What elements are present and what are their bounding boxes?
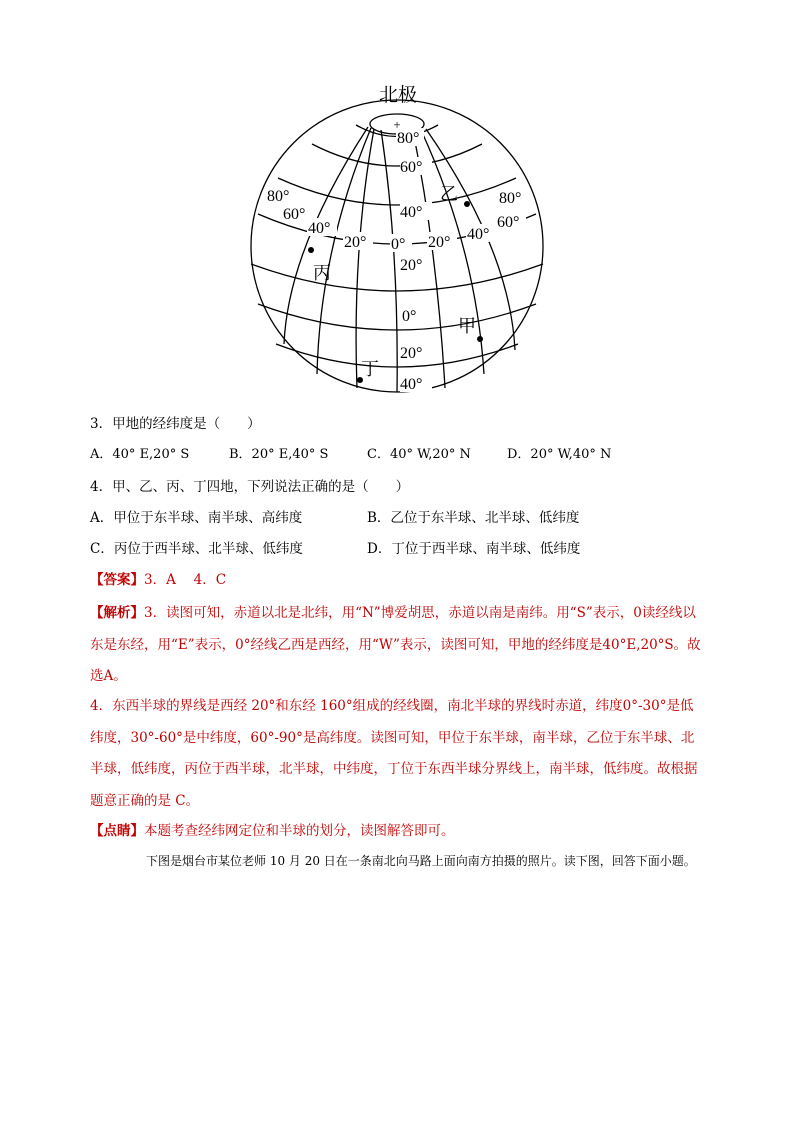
- question-3-stem: 3．甲地的经纬度是（ ）: [90, 416, 261, 432]
- comment-text: 本题考查经纬网定位和半球的划分，读图解答即可。: [144, 823, 455, 839]
- lat-label: 40°: [400, 204, 423, 221]
- lat-label-left: 60°: [283, 206, 306, 223]
- answer-text: 3．A 4．C: [144, 572, 227, 588]
- lon-label: 0°: [391, 236, 406, 253]
- point-bing: [308, 247, 314, 253]
- question-4-stem: 4．甲、乙、丙、丁四地，下列说法正确的是（ ）: [90, 479, 410, 495]
- point-label-jia: 甲: [458, 316, 476, 336]
- q3-option-b: B．20° E,40° S: [229, 447, 329, 462]
- lat-label-right: 60°: [497, 214, 520, 231]
- pole-mark: +: [393, 117, 401, 132]
- point-label-yi: 乙: [440, 184, 458, 204]
- q3-option-a: A．40° E,20° S: [90, 447, 190, 462]
- analysis-paragraph-2: 4．东西半球的界线是西经 20°和东经 160°组成的经线圈，南北半球的界线时赤道，纬度0°-30°是低纬度，30°-60°是中纬度，60°-90°是高纬度。读图可知，甲位于东半球，南半球，乙位于东半球、北半球，低纬度，丙位于西半球，北半球，中纬度，丁位于东西半球分界线上，南半球，低纬度。故根据题意正确的是 C。: [90, 698, 698, 809]
- q3-option-d: D．20° W,40° N: [507, 447, 612, 462]
- lat-label-left: 80°: [267, 188, 290, 205]
- lat-label: 80°: [397, 130, 420, 147]
- lat-label: 20°: [400, 257, 423, 274]
- lon-label: 20°: [428, 234, 451, 251]
- q3-option-c: C．40° W,20° N: [367, 447, 471, 462]
- comment-line: [90, 822, 455, 840]
- point-label-ding: 丁: [361, 359, 379, 379]
- lat-label-left: 40°: [308, 220, 331, 237]
- analysis-text-1: 3．读图可知，赤道以北是北纬，用“N”博爱胡思，赤道以南是南纬。用“S”表示，0读经线以东是东经，用“E”表示，0°经线乙西是西经，用“W”表示，读图可知，甲地的经纬度是40°E,20°S。故选A。: [90, 605, 701, 684]
- lat-label: 0°: [402, 308, 417, 325]
- point-yi: [464, 201, 470, 207]
- analysis-paragraph-1: [90, 598, 702, 693]
- globe-diagram: [240, 76, 554, 402]
- lat-label-right: 40°: [467, 226, 490, 243]
- lat-label: 20°: [400, 345, 423, 362]
- lat-label: 60°: [400, 159, 423, 176]
- point-jia: [477, 336, 483, 342]
- diagram-title: 北极: [378, 85, 418, 106]
- q4-option-c: C．丙位于西半球、北半球、低纬度: [90, 541, 303, 557]
- q4-option-a: A．甲位于东半球、南半球、高纬度: [90, 510, 303, 526]
- lat-label-right: 80°: [499, 190, 522, 207]
- q4-option-d: D．丁位于西半球、南半球、低纬度: [367, 541, 581, 557]
- answer-tag: 【答案】: [90, 572, 144, 588]
- point-label-bing: 丙: [313, 263, 331, 283]
- lat-label: 40°: [400, 376, 423, 393]
- next-question-intro: 下图是烟台市某位老师 10 月 20 日在一条南北向马路上面向南方拍摄的照片。读下图，回答下面小题。: [146, 854, 696, 868]
- analysis-tag: 【解析】: [90, 605, 144, 621]
- q4-option-b: B．乙位于东半球、北半球、低纬度: [367, 510, 580, 526]
- answer-line: [90, 571, 226, 589]
- comment-tag: 【点睛】: [90, 823, 144, 839]
- lon-label: 20°: [344, 234, 367, 251]
